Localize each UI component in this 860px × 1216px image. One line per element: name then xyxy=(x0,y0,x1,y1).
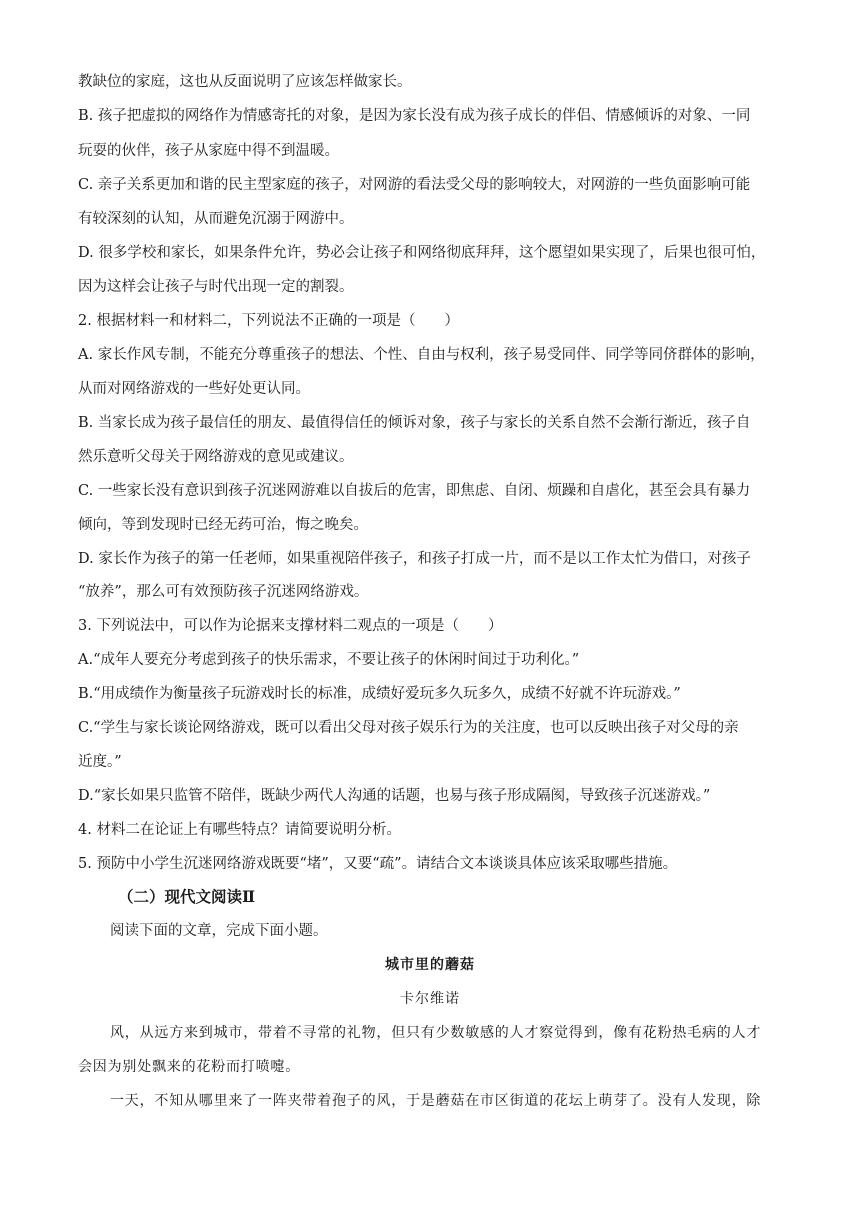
question-4: 4. 材料二在论证上有哪些特点？请简要说明分析。 xyxy=(78,822,401,838)
paragraph-1-line-1: 风，从远方来到城市，带着不寻常的礼物，但只有少数敏感的人才察觉得到，像有花粉热毛病的人才 xyxy=(110,1025,762,1041)
text-line: 教缺位的家庭，这也从反面说明了应该怎样做家长。 xyxy=(78,74,412,90)
text-line: 玩耍的伙伴，孩子从家庭中得不到温暖。 xyxy=(78,143,339,159)
q2-option-c: C. 一些家长没有意识到孩子沉迷网游难以自拔后的危害，即焦虑、自闭、烦躁和自虐化，甚至会具有暴力 xyxy=(78,483,751,499)
text-line: 近度。” xyxy=(78,754,122,770)
option-b-line: B. 孩子把虚拟的网络作为情感寄托的对象，是因为家长没有成为孩子成长的伴侣、情感倾诉的对象、一同 xyxy=(78,108,751,124)
text-line: 然乐意听父母关于网络游戏的意见或建议。 xyxy=(78,449,354,465)
paragraph-2-line-1: 一天，不知从哪里来了一阵夹带着孢子的风，于是蘑菇在市区街道的花坛上萌芽了。没有人发现，除 xyxy=(110,1093,762,1109)
question-2: 2. 根据材料一和材料二，下列说法不正确的一项是（ ） xyxy=(78,313,459,329)
option-c-line: C. 亲子关系更加和谐的民主型家庭的孩子，对网游的看法受父母的影响较大，对网游的一些负面影响可能 xyxy=(78,177,751,193)
text-line: 倾向，等到发现时已经无药可治，悔之晚矣。 xyxy=(78,517,368,533)
q3-option-a: A.“成年人要充分考虑到孩子的快乐需求，不要让孩子的休闲时间过于功利化。” xyxy=(78,652,580,668)
article-title: 城市里的蘑菇 xyxy=(385,957,475,973)
q2-option-a: A. 家长作风专制，不能充分尊重孩子的想法、个性、自由与权利，孩子易受同伴、同学等同侪群体的影响， xyxy=(78,347,765,363)
question-3: 3. 下列说法中，可以作为论据来支撑材料二观点的一项是（ ） xyxy=(78,618,503,634)
q2-option-b: B. 当家长成为孩子最信任的朋友、最值得信任的倾诉对象，孩子与家长的关系自然不会渐行渐近，孩子自 xyxy=(78,415,751,431)
q2-option-d: D. 家长作为孩子的第一任老师，如果重视陪伴孩子，和孩子打成一片，而不是以工作太忙为借口，对孩子 xyxy=(78,551,751,567)
article-author: 卡尔维诺 xyxy=(400,991,460,1007)
text-line: 有较深刻的认知，从而避免沉溺于网游中。 xyxy=(78,211,354,227)
text-line: 从而对网络游戏的一些好处更认同。 xyxy=(78,381,310,397)
section-heading: （二）现代文阅读Ⅱ xyxy=(118,887,256,906)
question-5: 5. 预防中小学生沉迷网络游戏既要“堵”，又要“疏”。请结合文本谈谈具体应该采取哪些措施。 xyxy=(78,856,678,872)
text-line: 因为这样会让孩子与时代出现一定的割裂。 xyxy=(78,279,354,295)
q3-option-d: D.“家长如果只监管不陪伴，既缺少两代人沟通的话题，也易与孩子形成隔阂，导致孩子沉迷游戏。” xyxy=(78,788,711,804)
text-line: “放养”，那么可有效预防孩子沉迷网络游戏。 xyxy=(78,584,369,600)
paragraph-1-line-2: 会因为别处飘来的花粉而打喷嚏。 xyxy=(78,1059,300,1075)
q3-option-b: B.“用成绩作为衡量孩子玩游戏时长的标准，成绩好爱玩多久玩多久，成绩不好就不许玩游戏。” xyxy=(78,686,681,702)
section-instruction: 阅读下面的文章，完成下面小题。 xyxy=(110,923,328,939)
q3-option-c: C.“学生与家长谈论网络游戏，既可以看出父母对孩子娱乐行为的关注度，也可以反映出孩子对父母的亲 xyxy=(78,720,739,736)
option-d-line: D. 很多学校和家长，如果条件允许，势必会让孩子和网络彻底拜拜，这个愿望如果实现了，后果也很可怕， xyxy=(78,245,766,261)
